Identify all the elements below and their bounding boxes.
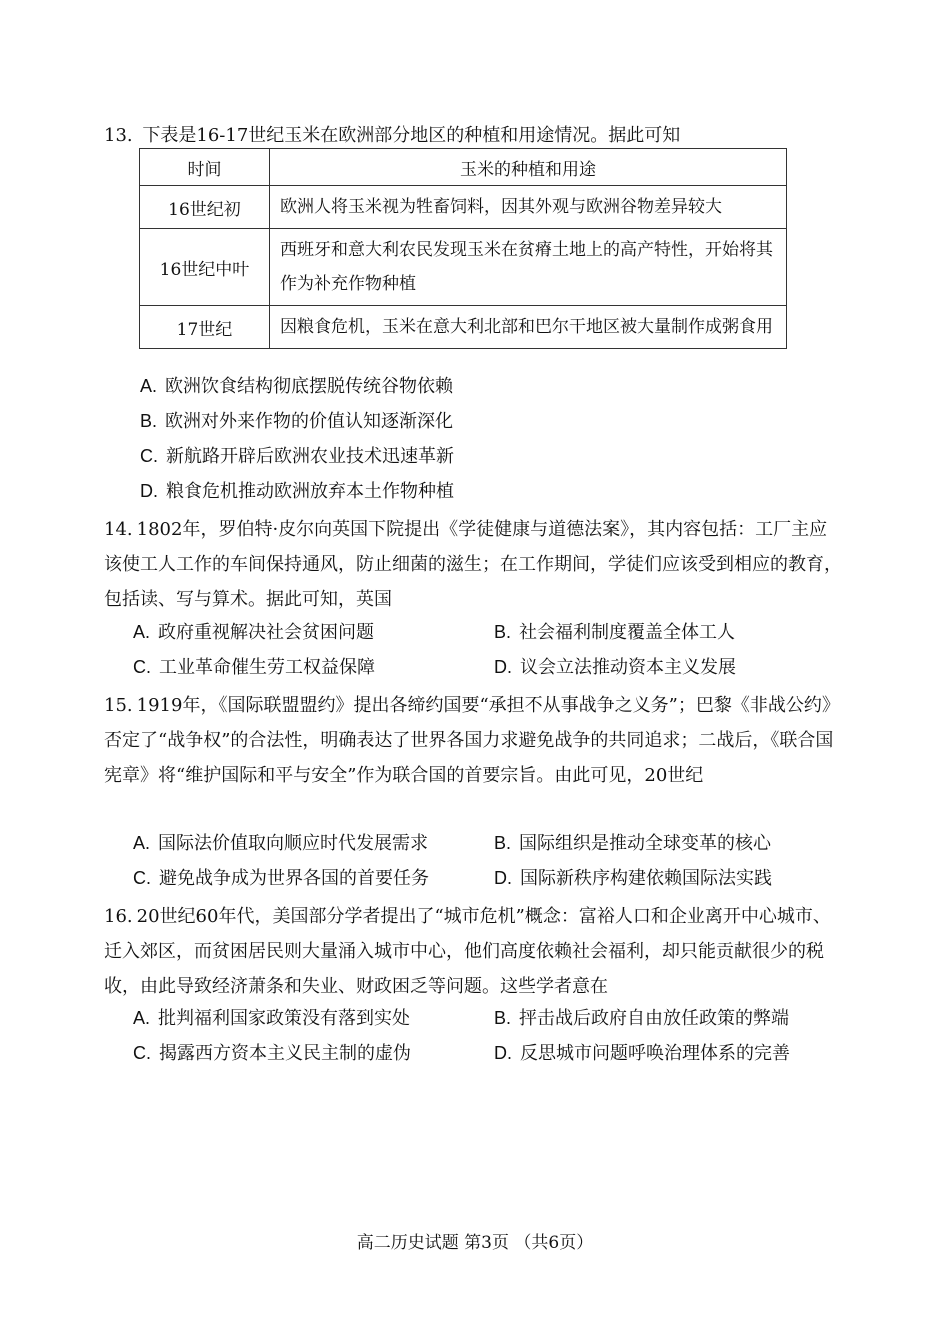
q16-stem xyxy=(104,899,844,1004)
option-label: B. xyxy=(494,622,512,642)
option-label: B. xyxy=(140,411,158,431)
q16-option-a[interactable] xyxy=(133,1004,410,1030)
option-text: 国际组织是推动全球变革的核心 xyxy=(519,833,772,854)
q14-option-d[interactable] xyxy=(494,653,736,679)
q14-option-b[interactable] xyxy=(494,618,735,644)
option-label: D. xyxy=(494,868,512,888)
option-text: 欧洲饮食结构彻底摆脱传统谷物依赖 xyxy=(165,376,454,397)
q14-stem-text: 1802年，罗伯特·皮尔向英国下院提出《学徒健康与道德法案》，其内容包括：工厂主应该使工人工作的车间保持通风，防止细菌的滋生；在工作期间，学徒们应该受到相应的教育，包括读、写与算术。据此可知，英国 xyxy=(104,519,842,610)
option-text: 国际法价值取向顺应时代发展需求 xyxy=(158,833,429,854)
option-text: 工业革命催生劳工权益保障 xyxy=(159,657,375,678)
q14-option-a[interactable] xyxy=(133,618,374,644)
option-text: 议会立法推动资本主义发展 xyxy=(520,657,736,678)
option-text: 反思城市问题呼唤治理体系的完善 xyxy=(520,1043,790,1064)
q13-stem-text: 下表是16-17世纪玉米在欧洲部分地区的种植和用途情况。据此可知 xyxy=(142,125,681,146)
option-text: 粮食危机推动欧洲放弃本土作物种植 xyxy=(166,481,454,502)
q16-option-b[interactable] xyxy=(494,1004,789,1030)
option-label: A. xyxy=(140,376,158,396)
q14-option-c[interactable] xyxy=(133,653,375,679)
q15-stem-text: 1919年，《国际联盟盟约》提出各缔约国要“承担不从事战争之义务”；巴黎《非战公约》否定了“战争权”的合法性，明确表达了世界各国力求避免战争的共同追求；二战后，《联合国宪章》将“维护国际和平与安全”作为联合国的首要宗旨。由此可见，20世纪 xyxy=(104,695,840,786)
q16-number: 16. xyxy=(104,906,133,927)
option-text: 避免战争成为世界各国的首要任务 xyxy=(159,868,429,889)
option-label: A. xyxy=(133,1008,151,1028)
option-label: B. xyxy=(494,833,512,853)
q16-stem-text: 20世纪60年代，美国部分学者提出了“城市危机”概念：富裕人口和企业离开中心城市、迁入郊区，而贫困居民则大量涌入城市中心，他们高度依赖社会福利，却只能贡献很少的税收，由此导致经济萧条和失业、财政困乏等问题。这些学者意在 xyxy=(104,906,831,997)
q13-number: 13. xyxy=(104,125,133,146)
table-cell-time: 16世纪初 xyxy=(140,186,270,229)
option-label: C. xyxy=(133,657,151,677)
q15-option-b[interactable] xyxy=(494,829,771,855)
table-cell-use: 欧洲人将玉米视为牲畜饲料，因其外观与欧洲谷物差异较大 xyxy=(270,186,787,229)
option-label: C. xyxy=(133,868,151,888)
table-row xyxy=(140,306,787,349)
option-label: A. xyxy=(133,833,151,853)
q15-stem xyxy=(104,688,844,793)
q15-number: 15. xyxy=(104,695,133,716)
q13-option-c[interactable] xyxy=(140,442,454,468)
option-label: A. xyxy=(133,622,151,642)
option-text: 批判福利国家政策没有落到实处 xyxy=(158,1008,411,1029)
q15-option-a[interactable] xyxy=(133,829,428,855)
table-row xyxy=(140,229,787,306)
q15-option-d[interactable] xyxy=(494,864,772,890)
q13-option-b[interactable] xyxy=(140,407,453,433)
option-text: 社会福利制度覆盖全体工人 xyxy=(519,622,736,643)
table-cell-time: 17世纪 xyxy=(140,306,270,349)
table-header-use: 玉米的种植和用途 xyxy=(270,149,787,186)
option-label: B. xyxy=(494,1008,512,1028)
table-row xyxy=(140,186,787,229)
option-text: 欧洲对外来作物的价值认知逐渐深化 xyxy=(165,411,454,432)
option-label: C. xyxy=(133,1043,151,1063)
q13-table xyxy=(139,148,787,349)
option-text: 揭露西方资本主义民主制的虚伪 xyxy=(159,1043,411,1064)
option-text: 抨击战后政府自由放任政策的弊端 xyxy=(519,1008,790,1029)
q14-stem xyxy=(104,512,844,617)
q16-option-c[interactable] xyxy=(133,1039,411,1065)
q13-option-a[interactable] xyxy=(140,372,453,398)
q15-option-c[interactable] xyxy=(133,864,429,890)
option-text: 政府重视解决社会贫困问题 xyxy=(158,622,375,643)
table-header-time: 时间 xyxy=(140,149,270,186)
option-text: 新航路开辟后欧洲农业技术迅速革新 xyxy=(166,446,454,467)
table-cell-use: 因粮食危机，玉米在意大利北部和巴尔干地区被大量制作成粥食用 xyxy=(270,306,787,349)
page-footer: 高二历史试题 第3页 （共6页） xyxy=(356,1233,594,1253)
option-label: D. xyxy=(140,481,158,501)
option-label: D. xyxy=(494,657,512,677)
option-text: 国际新秩序构建依赖国际法实践 xyxy=(520,868,772,889)
table-cell-use: 西班牙和意大利农民发现玉米在贫瘠土地上的高产特性，开始将其作为补充作物种植 xyxy=(270,229,787,306)
table-cell-time: 16世纪中叶 xyxy=(140,229,270,306)
option-label: C. xyxy=(140,446,158,466)
q16-option-d[interactable] xyxy=(494,1039,790,1065)
q14-number: 14. xyxy=(104,519,133,540)
option-label: D. xyxy=(494,1043,512,1063)
q13-option-d[interactable] xyxy=(140,477,454,503)
